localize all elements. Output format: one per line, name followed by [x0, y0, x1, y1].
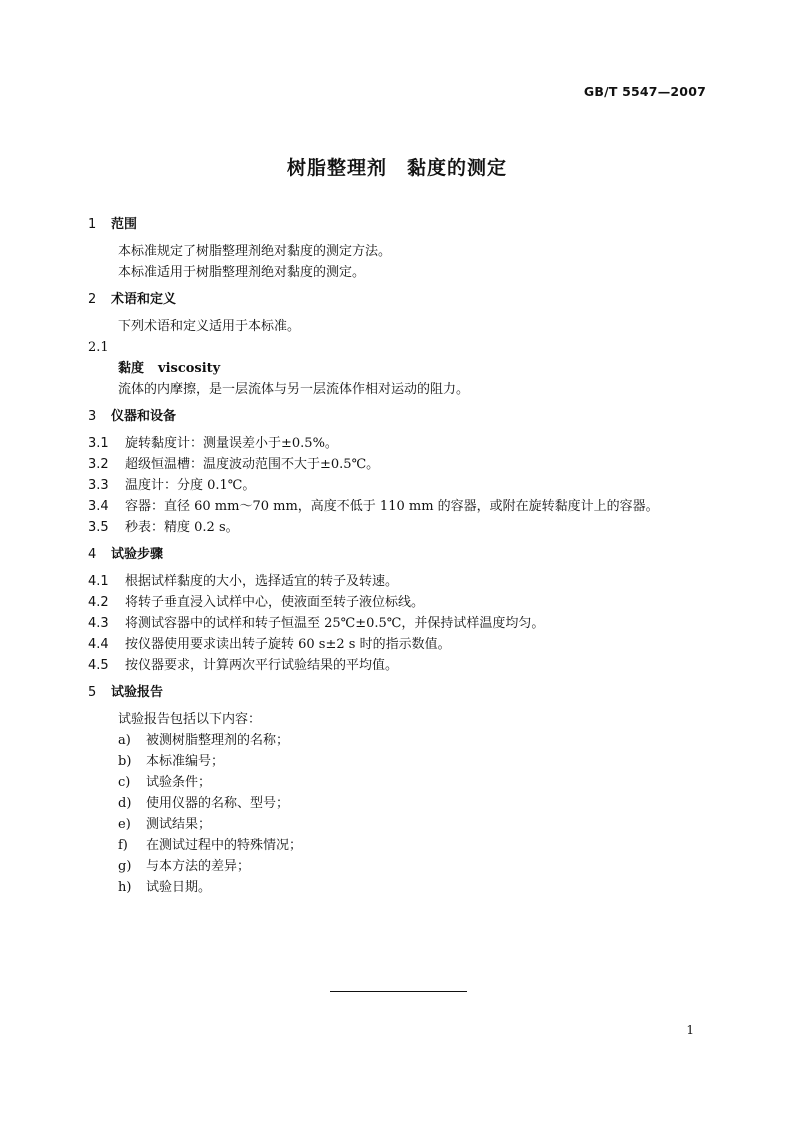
item-marker: c): [118, 775, 131, 790]
clause-number: 4.2: [88, 595, 109, 610]
section-heading-apparatus: [88, 406, 718, 427]
clause: [88, 517, 718, 538]
list-item: [88, 793, 718, 814]
clause-text: 温度计：分度 0.1℃。: [125, 478, 256, 493]
clause-text: 超级恒温槽：温度波动范围不大于±0.5℃。: [125, 457, 380, 472]
clause-text: 将转子垂直浸入试样中心，使液面至转子液位标线。: [125, 595, 425, 610]
term-definition: 流体的内摩擦，是一层流体与另一层流体作相对运动的阻力。: [118, 382, 470, 397]
paragraph: 本标准规定了树脂整理剂绝对黏度的测定方法。: [118, 244, 392, 259]
list-item: [88, 772, 718, 793]
clause-number: 3.4: [88, 499, 109, 514]
clause: [88, 655, 718, 676]
item-text: 被测树脂整理剂的名称；: [146, 733, 290, 748]
clause: [88, 496, 718, 517]
clause-number: 3.3: [88, 478, 109, 493]
standard-code: GB/T 5547—2007: [583, 84, 706, 99]
clause: [88, 433, 718, 454]
list-item: [88, 751, 718, 772]
clause-number: 3.5: [88, 520, 109, 535]
clause-number: 4.3: [88, 616, 109, 631]
document-title: 树脂整理剂 黏度的测定: [286, 157, 507, 179]
clause: [88, 592, 718, 613]
section-title: 试验报告: [111, 685, 164, 700]
clause-number: 4.5: [88, 658, 109, 673]
clause-number: 4.4: [88, 637, 109, 652]
item-text: 在测试过程中的特殊情况；: [146, 838, 303, 853]
list-item: [88, 814, 718, 835]
document-body: [88, 214, 718, 898]
section-number: 3: [88, 409, 97, 424]
section-title: 术语和定义: [111, 292, 177, 307]
clause-text: 根据试样黏度的大小，选择适宜的转子及转速。: [125, 574, 399, 589]
section-heading-procedure: [88, 544, 718, 565]
item-text: 测试结果；: [146, 817, 212, 832]
item-marker: g): [118, 859, 132, 874]
clause-text: 旋转黏度计：测量误差小于±0.5%。: [125, 436, 338, 451]
list-item: [88, 730, 718, 751]
section-title: 试验步骤: [111, 547, 164, 562]
list-item: [88, 856, 718, 877]
item-marker: f): [118, 838, 128, 853]
term-title: [88, 358, 718, 379]
clause-number: 3.2: [88, 457, 109, 472]
page-number: 1: [686, 1023, 694, 1037]
end-rule: [330, 991, 467, 992]
clause-number: 3.1: [88, 436, 109, 451]
section-heading-report: [88, 682, 718, 703]
list-item: [88, 877, 718, 898]
section-heading-scope: [88, 214, 718, 235]
term-en: viscosity: [158, 361, 221, 376]
item-text: 试验条件；: [146, 775, 212, 790]
item-text: 本标准编号；: [146, 754, 225, 769]
section-number: 5: [88, 685, 97, 700]
clause: [88, 613, 718, 634]
clause-text: 按仪器要求，计算两次平行试验结果的平均值。: [125, 658, 399, 673]
paragraph: 试验报告包括以下内容：: [118, 712, 262, 727]
section-title: 范围: [111, 217, 138, 232]
section-title: 仪器和设备: [111, 409, 177, 424]
clause-text: 将测试容器中的试样和转子恒温至 25℃±0.5℃，并保持试样温度均匀。: [125, 616, 545, 631]
item-text: 试验日期。: [146, 880, 212, 895]
section-number: 4: [88, 547, 97, 562]
term-zh: 黏度: [118, 361, 145, 376]
item-marker: e): [118, 817, 131, 832]
paragraph: 下列术语和定义适用于本标准。: [118, 319, 301, 334]
item-marker: b): [118, 754, 132, 769]
paragraph: 本标准适用于树脂整理剂绝对黏度的测定。: [118, 265, 366, 280]
item-text: 与本方法的差异；: [146, 859, 251, 874]
item-marker: h): [118, 880, 132, 895]
clause: [88, 571, 718, 592]
section-heading-terms: [88, 289, 718, 310]
item-marker: d): [118, 796, 132, 811]
list-item: [88, 835, 718, 856]
clause-text: 秒表：精度 0.2 s。: [125, 520, 239, 535]
clause-text: 按仪器使用要求读出转子旋转 60 s±2 s 时的指示数值。: [125, 637, 451, 652]
term-number: 2.1: [88, 340, 109, 355]
section-number: 2: [88, 292, 97, 307]
item-marker: a): [118, 733, 131, 748]
clause-text: 容器：直径 60 mm～70 mm，高度不低于 110 mm 的容器，或附在旋转黏度计上的容器。: [125, 499, 659, 514]
clause: [88, 454, 718, 475]
item-text: 使用仪器的名称、型号；: [146, 796, 290, 811]
clause: [88, 475, 718, 496]
clause-number: 4.1: [88, 574, 109, 589]
clause: [88, 634, 718, 655]
section-number: 1: [88, 217, 97, 232]
